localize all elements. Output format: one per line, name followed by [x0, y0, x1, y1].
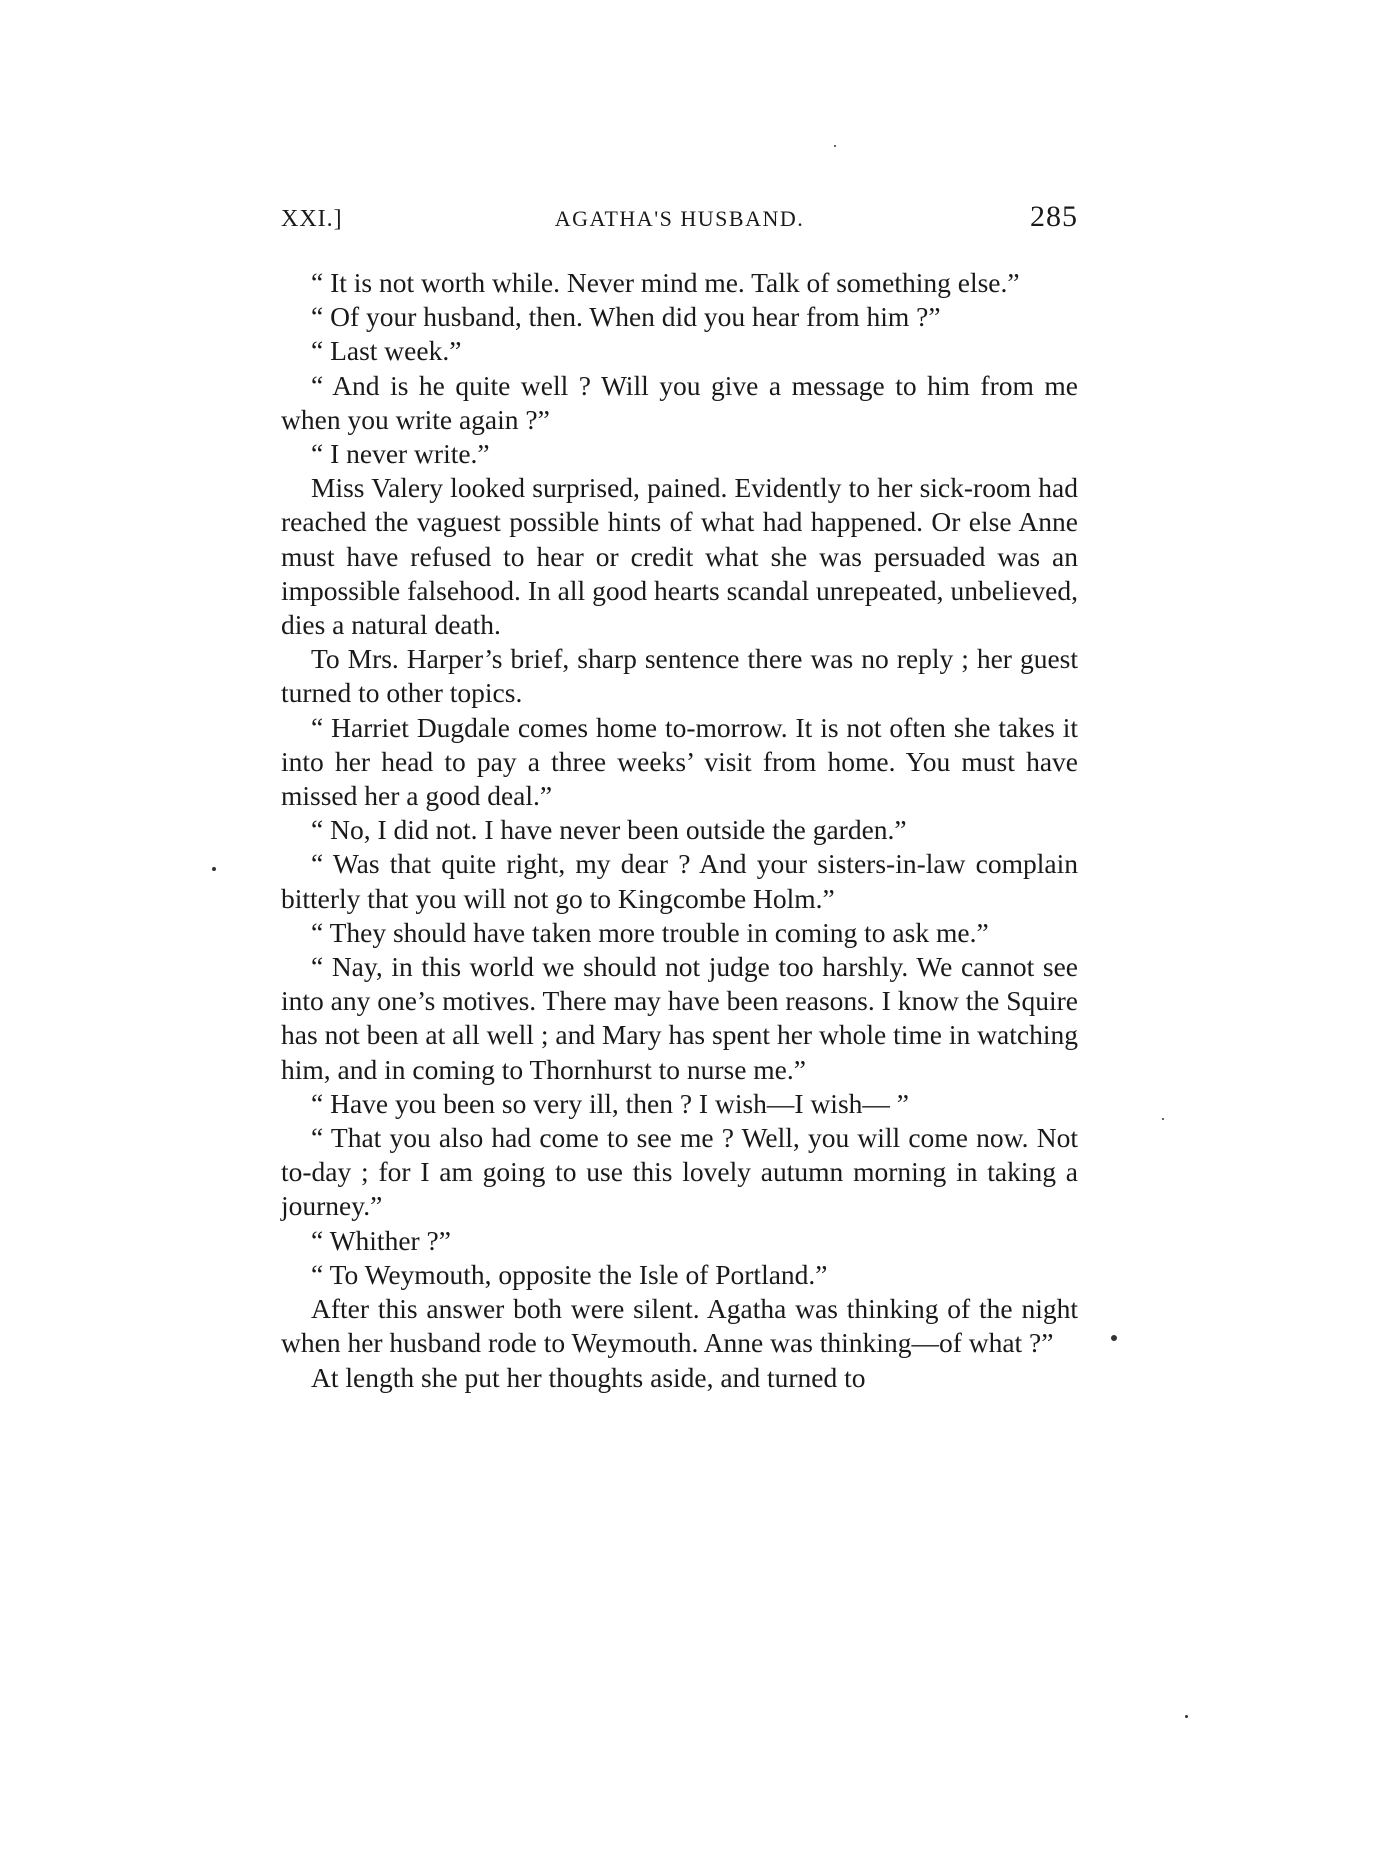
paragraph: “ Nay, in this world we should not judge too harshly. We cannot see into any one’s motives. There may have been reasons. I know the Squire has not been at all well ; and Mary has spent her whole time in watching him, and in coming to Thornhurst to nurse me.” [281, 951, 1078, 1085]
paragraph: “ No, I did not. I have never been outside the garden.” [311, 814, 907, 846]
body-text [281, 266, 1078, 1395]
paragraph: “ Last week.” [311, 335, 462, 367]
paragraph: “ And is he quite well ? Will you give a message to him from me when you write again ?” [281, 369, 1078, 435]
scan-speck [1111, 1335, 1117, 1341]
paragraph: After this answer both were silent. Agatha was thinking of the night when her husband rode to Weymouth. Anne was thinking—of what ?” [281, 1293, 1078, 1359]
page-number: 285 [1030, 200, 1078, 233]
paragraph: “ They should have taken more trouble in coming to ask me.” [311, 916, 989, 948]
paragraph: “ Harriet Dugdale comes home to-morrow. It is not often she takes it into her head to pay a three weeks’ visit from home. You must have missed her a good deal.” [281, 711, 1078, 812]
scan-speck [212, 867, 216, 871]
paragraph: “ Was that quite right, my dear ? And your sisters-in-law complain bitterly that you will not go to Kingcombe Holm.” [281, 848, 1078, 914]
chapter-marker: XXI.] [281, 206, 343, 232]
scan-speck [1185, 1715, 1188, 1718]
paragraph: “ I never write.” [311, 438, 490, 470]
running-title: AGATHA'S HUSBAND. [554, 206, 805, 231]
paragraph: “ Of your husband, then. When did you hear from him ?” [311, 301, 941, 333]
paragraph: “ Have you been so very ill, then ? I wish—I wish— ” [311, 1087, 909, 1119]
paragraph: “ To Weymouth, opposite the Isle of Portland.” [311, 1258, 828, 1290]
paragraph: “ That you also had come to see me ? Well, you will come now. Not to-day ; for I am going to use this lovely autumn morning in taking a journey.” [281, 1122, 1078, 1222]
paragraph: “ Whither ?” [311, 1224, 451, 1256]
scan-speck [1162, 1118, 1164, 1120]
paragraph: At length she put her thoughts aside, and turned to [311, 1361, 866, 1393]
running-head [281, 200, 1078, 236]
scan-speck [834, 145, 836, 147]
paragraph: To Mrs. Harper’s brief, sharp sentence there was no reply ; her guest turned to other topics. [281, 643, 1078, 709]
paragraph: Miss Valery looked surprised, pained. Evidently to her sick-room had reached the vaguest possible hints of what had happened. Or else Anne must have refused to hear or credit what she was persuaded was an impossible falsehood. In all good hearts scandal unrepeated, unbelieved, dies a natural death. [281, 472, 1078, 641]
paragraph: “ It is not worth while. Never mind me. Talk of something else.” [311, 267, 1020, 298]
